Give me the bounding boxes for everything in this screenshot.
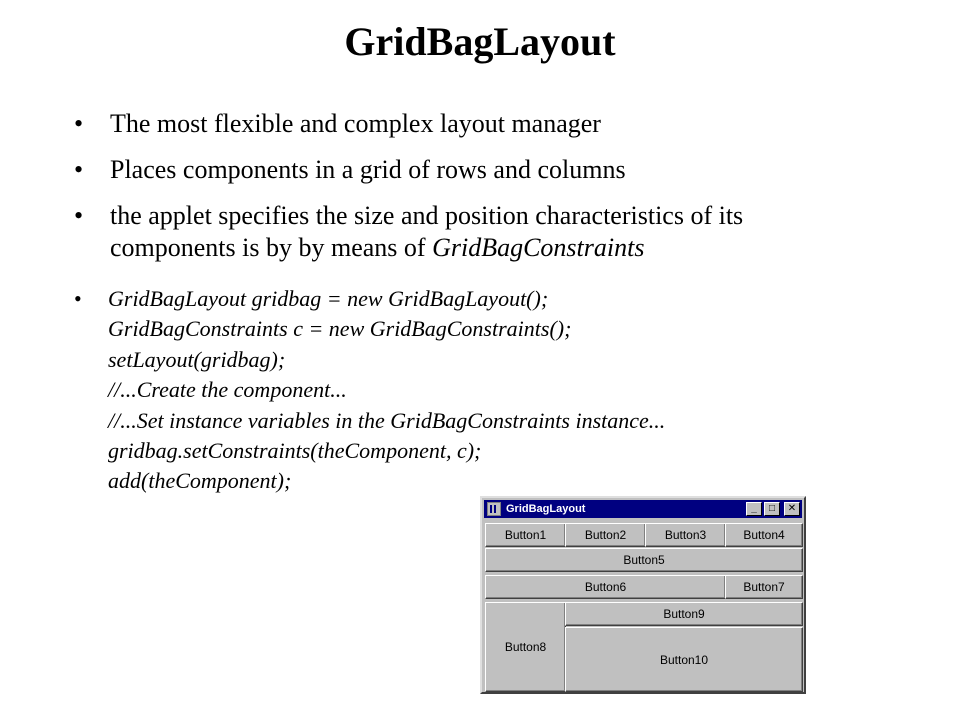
button8[interactable]: Button8 [485, 602, 566, 692]
code-line: //...Set instance variables in the GridBagConstraints instance... [108, 407, 666, 433]
bullet-glyph: • [74, 201, 84, 230]
code-bullet [74, 284, 874, 497]
bullet-glyph: • [74, 286, 82, 311]
button2[interactable]: Button2 [565, 523, 646, 547]
bullet-item [74, 108, 874, 140]
slide-title: GridBagLayout [344, 19, 616, 64]
button4[interactable]: Button4 [725, 523, 803, 547]
button5[interactable]: Button5 [485, 548, 803, 572]
bullet-glyph: • [74, 155, 84, 184]
code-line: //...Create the component... [108, 377, 347, 403]
code-block [108, 284, 874, 497]
button10[interactable]: Button10 [565, 627, 803, 692]
bullet-item [74, 200, 874, 264]
code-line: setLayout(gridbag); [108, 346, 286, 372]
gridbag-window [480, 496, 806, 694]
close-button[interactable]: ✕ [784, 502, 800, 516]
window-title: GridBagLayout [506, 503, 586, 515]
button7[interactable]: Button7 [725, 575, 803, 599]
button6[interactable]: Button6 [485, 575, 726, 599]
minimize-button[interactable]: _ [746, 502, 762, 516]
bullet-text: The most flexible and complex layout manager [110, 109, 601, 138]
window-title-bar[interactable] [484, 500, 802, 518]
button1[interactable]: Button1 [485, 523, 566, 547]
maximize-button[interactable]: □ [764, 502, 780, 516]
java-app-icon[interactable] [487, 502, 501, 516]
bullet-item [74, 154, 874, 186]
code-line: add(theComponent); [108, 468, 292, 494]
bullet-text-italic: GridBagConstraints [432, 233, 645, 262]
bullet-list [74, 108, 874, 278]
bullet-text: the applet specifies the size and position characteristics of its components is by by means of [110, 201, 744, 262]
code-line: GridBagConstraints c = new GridBagConstraints(); [108, 316, 572, 342]
code-line: gridbag.setConstraints(theComponent, c); [108, 438, 482, 464]
button9[interactable]: Button9 [565, 602, 803, 626]
bullet-glyph: • [74, 109, 84, 138]
bullet-text: Places components in a grid of rows and columns [110, 155, 626, 184]
code-line: GridBagLayout gridbag = new GridBagLayout(); [108, 286, 549, 311]
button3[interactable]: Button3 [645, 523, 726, 547]
